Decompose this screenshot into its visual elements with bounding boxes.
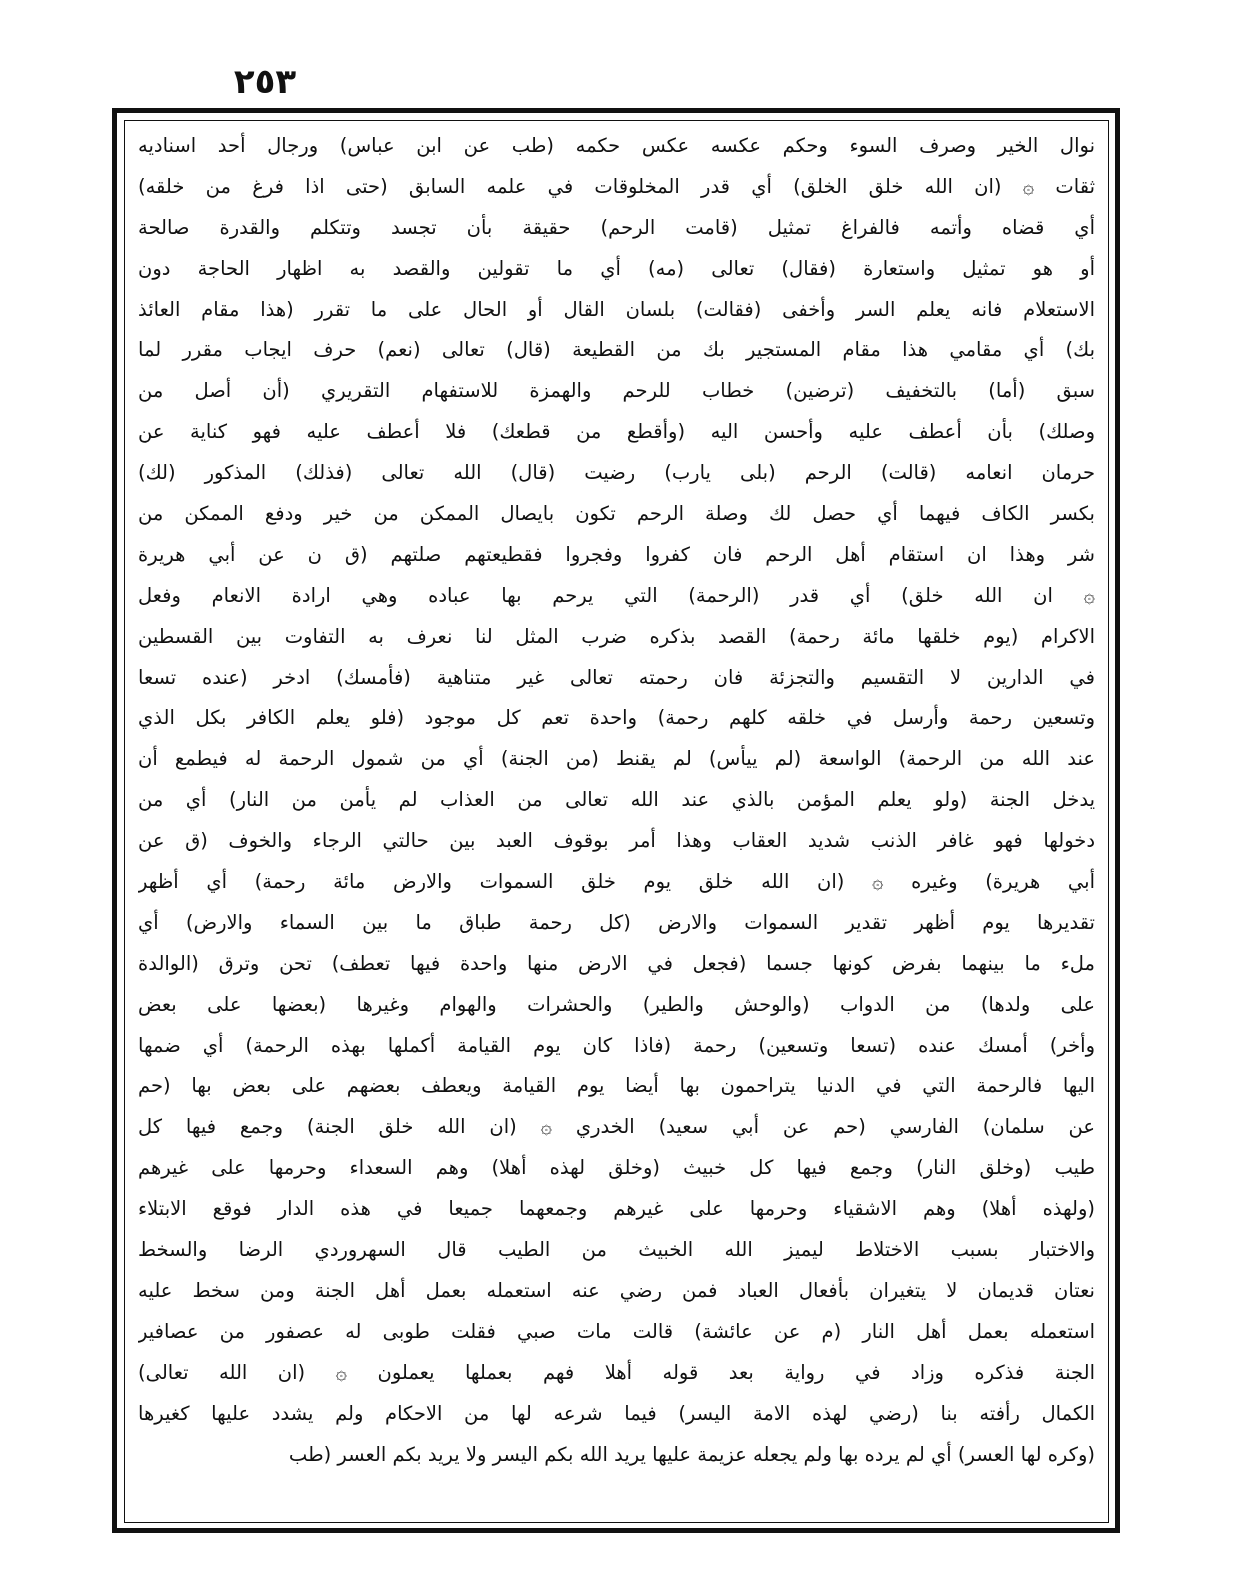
page-number: ٢٥٣ — [233, 62, 297, 102]
text-line: وتسعين رحمة وأرسل في خلقه كلهم رحمة) واحدة تعم كل موجود (فلو يعلم الكافر بكل الذي — [138, 706, 1095, 730]
main-text — [138, 126, 1095, 1519]
text-line: على ولدها) من الدواب (والوحش والطير) والحشرات والهوام وغيرها (بعضها على بعض — [138, 992, 1095, 1016]
text-line: يدخل الجنة (ولو يعلم المؤمن بالذي عند الله تعالى من العذاب لم يأمن من النار) أي من — [138, 788, 1095, 812]
text-line: ثقات ۞ (ان الله خلق الخلق) أي قدر المخلوقات في علمه السابق (حتى اذا فرغ من خلقه) — [138, 174, 1095, 198]
text-line: أو هو تمثيل واستعارة (فقال) تعالى (مه) أي ما تقولين والقصد به اظهار الحاجة دون — [138, 256, 1095, 280]
text-line: ۞ ان الله خلق) أي قدر (الرحمة) التي يرحم بها عباده وهي ارادة الانعام وفعل — [138, 583, 1095, 607]
text-line: عن سلمان) الفارسي (حم عن أبي سعيد) الخدري ۞ (ان الله خلق الجنة) وجمع فيها كل — [138, 1115, 1095, 1139]
text-line: وصلك) بأن أعطف عليه وأحسن اليه (وأقطع من قطعك) فلا أعطف عليه فهو كناية عن — [138, 420, 1095, 444]
text-line: دخولها فهو غافر الذنب شديد العقاب وهذا أمر بوقوف العبد بين حالتي الرجاء والخوف (ق عن — [138, 829, 1095, 853]
text-line: الاكرام (يوم خلقها مائة رحمة) القصد بذكره ضرب المثل لنا نعرف به التفاوت بين القسطين — [138, 624, 1095, 648]
text-line: عند الله من الرحمة) الواسعة (لم ييأس) لم يقنط (من الجنة) أي من شمول الرحمة له فيطمع أن — [138, 747, 1095, 771]
text-line: نعتان قديمان لا يتغيران بأفعال العباد فمن رضي عنه استعمله بعمل أهل الجنة ومن سخط عليه — [138, 1278, 1095, 1302]
text-line: الكمال رأفته بنا (رضي لهذه الامة اليسر) فيما شرعه لها من الاحكام ولم يشدد عليها كغيرها — [138, 1401, 1095, 1425]
text-line: (ولهذه أهلا) وهم الاشقياء وحرمها على غيرهم وجمعهما جميعا في هذه الدار فوقع الابتلاء — [138, 1197, 1095, 1221]
text-line: أبي هريرة) وغيره ۞ (ان الله خلق يوم خلق السموات والارض مائة رحمة) أي أظهر — [138, 870, 1095, 894]
text-line: أي قضاه وأتمه فالفراغ تمثيل (قامت الرحم) حقيقة بأن تجسد وتتكلم والقدرة صالحة — [138, 215, 1095, 239]
text-line: وأخر) أمسك عنده (تسعا وتسعين) رحمة (فاذا كان يوم القيامة أكملها بهذه الرحمة) أي ضمها — [138, 1033, 1095, 1057]
text-line: طيب (وخلق النار) وجمع فيها كل خبيث (وخلق لهذه أهلا) وهم السعداء وحرمها على غيرهم — [138, 1156, 1095, 1180]
text-line: اليها فالرحمة التي في الدنيا يتراحمون بها أيضا يوم القيامة ويعطف بعضهم على بعض بها (حم — [138, 1074, 1095, 1098]
text-line: استعمله بعمل أهل النار (م عن عائشة) قالت مات صبي فقلت طوبى له عصفور من عصافير — [138, 1319, 1095, 1343]
text-line: الجنة فذكره وزاد في رواية بعد قوله أهلا فهم بعملها يعملون ۞ (ان الله تعالى) — [138, 1360, 1095, 1384]
text-line: حرمان انعامه (قالت) الرحم (بلى يارب) رضيت (قال) الله تعالى (فذلك) المذكور (لك) — [138, 461, 1095, 485]
text-line: ملء ما بينهما بفرض كونها جسما (فجعل في الارض منها واحدة فيها تعطف) تحن وترق (الوالدة — [138, 951, 1095, 975]
text-line: بك) أي مقامي هذا مقام المستجير بك من القطيعة (قال) تعالى (نعم) حرف ايجاب مقرر لما — [138, 338, 1095, 362]
text-line: في الدارين لا التقسيم والتجزئة فان رحمته تعالى غير متناهية (فأمسك) ادخر (عنده تسعا — [138, 665, 1095, 689]
text-line: شر وهذا ان استقام أهل الرحم فان كفروا وفجروا فقطيعتهم صلتهم (ق ن عن أبي هريرة — [138, 542, 1095, 566]
text-line: والاختبار بسبب الاختلاط ليميز الله الخبيث من الطيب قال السهروردي الرضا والسخط — [138, 1238, 1095, 1262]
text-line: سبق (أما) بالتخفيف (ترضين) خطاب للرحم والهمزة للاستفهام التقريري (أن أصل من — [138, 379, 1095, 403]
text-line: بكسر الكاف فيهما أي حصل لك وصلة الرحم تكون بايصال الممكن من خير ودفع الممكن من — [138, 502, 1095, 526]
text-line: الاستعلام فانه يعلم السر وأخفى (فقالت) بلسان القال أو الحال على ما تقرر (هذا مقام العائذ — [138, 297, 1095, 321]
text-line: تقديرها يوم أظهر تقدير السموات والارض (كل رحمة طباق ما بين السماء والارض) أي — [138, 910, 1095, 934]
text-line: نوال الخير وصرف السوء وحكم عكسه عكس حكمه (طب عن ابن عباس) ورجال أحد اسناديه — [138, 134, 1095, 157]
text-line: (وكره لها العسر) أي لم يرده بها ولم يجعله عزيمة عليها يريد الله بكم اليسر ولا يريد بكم العسر (طب — [288, 1442, 1095, 1466]
